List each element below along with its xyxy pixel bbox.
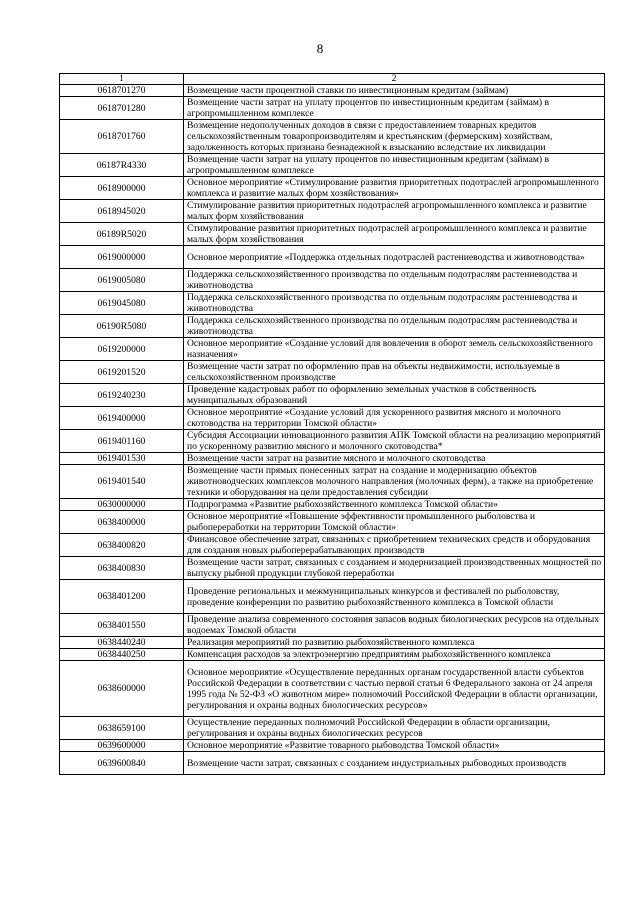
row-code: 0619000000 [60,246,184,269]
row-name: Возмещение части затрат на развитие мясного и молочного скотоводства [184,453,605,465]
row-name: Подпрограмма «Развитие рыбохозяйственного комплекса Томской области» [184,499,605,511]
table-row [60,384,605,407]
table-row [60,292,605,315]
row-code: 0619045080 [60,292,184,315]
row-name: Осуществление переданных полномочий Российской Федерации в области организации, регулирования и охраны водных биологических ресурсов [184,717,605,740]
row-name: Проведение анализа современного состояния запасов водных биологических ресурсов на отдельных водоемах Томской области [184,614,605,637]
row-name: Субсидия Ассоциации инновационного развития АПК Томской области на реализацию мероприятий по ускоренному развитию мясного и молочного скотоводства* [184,430,605,453]
row-name: Реализация мероприятий по развитию рыбохозяйственного комплекса [184,637,605,649]
row-name: Возмещение недополученных доходов в связи с предоставлением товарных кредитов сельскохозяйственным товаропроизводителям и крестьянским (фермерским) хозяйствам, задолженность которых признана безнадежной к взысканию вследствие их ликвидации [184,120,605,154]
table-row [60,534,605,557]
row-name: Возмещение части затрат по оформлению прав на объекты недвижимости, используемые в сельскохозяйственном производстве [184,361,605,384]
row-name: Стимулирование развития приоритетных подотраслей агропромышленного комплекса и развитие малых форм хозяйствования [184,200,605,223]
row-name: Поддержка сельскохозяйственного производства по отдельным подотраслям растениеводства и животноводства [184,292,605,315]
table-row [60,717,605,740]
row-code: 0619201520 [60,361,184,384]
column-header-code: 1 [60,74,184,85]
row-code: 0618900000 [60,177,184,200]
row-name: Основное мероприятие «Создание условий для вовлечения в оборот земель сельскохозяйственного назначения» [184,338,605,361]
table-row [60,499,605,511]
row-code: 0638401200 [60,580,184,614]
row-name: Проведение кадастровых работ по оформлению земельных участков в собственность муниципальных образований [184,384,605,407]
table-row [60,338,605,361]
table-row [60,752,605,775]
row-name: Возмещение части затрат на уплату процентов по инвестиционным кредитам (займам) в агропромышленном комплексе [184,154,605,177]
table-row [60,637,605,649]
row-code: 0619401160 [60,430,184,453]
row-code: 0618945020 [60,200,184,223]
row-code: 0639600840 [60,752,184,775]
row-code: 0638400830 [60,557,184,580]
row-code: 0638659100 [60,717,184,740]
row-code: 0638600000 [60,661,184,717]
row-name: Финансовое обеспечение затрат, связанных с приобретением технических средств и оборудования для создания новых рыбоперерабатывающих производств [184,534,605,557]
table-row [60,407,605,430]
table-row [60,120,605,154]
row-code: 0619401530 [60,453,184,465]
row-name: Основное мероприятие «Повышение эффективности промышленного рыболовства и рыбопереработки на территории Томской области» [184,511,605,534]
table-row [60,85,605,97]
row-code: 0619005080 [60,269,184,292]
table-row [60,177,605,200]
table-row [60,649,605,661]
table-body [60,74,605,775]
row-name: Возмещение части затрат, связанных с созданием и модернизацией производственных мощностей по выпуску рыбной продукции глубокой переработки [184,557,605,580]
row-code: 06189R5020 [60,223,184,246]
table-row [60,361,605,384]
table-row [60,430,605,453]
table-row [60,465,605,499]
row-name: Поддержка сельскохозяйственного производства по отдельным подотраслям растениеводства и животноводства [184,269,605,292]
row-code: 0618701280 [60,97,184,120]
row-name: Основное мероприятие «Осуществление переданных органам государственной власти субъектов Российской Федерации в соответствии с частью первой статьи 6 Федерального закона от 24 апреля 1995 года № 52-ФЗ «О животном мире» полномочий Российской Федерации в области организации, регулирования и охраны водных биологических ресурсов» [184,661,605,717]
row-code: 0638400000 [60,511,184,534]
row-name: Основное мероприятие «Поддержка отдельных подотраслей растениеводства и животноводства» [184,246,605,269]
row-name: Стимулирование развития приоритетных подотраслей агропромышленного комплекса и развитие малых форм хозяйствования [184,223,605,246]
table-header-row [60,74,605,85]
row-code: 0638401550 [60,614,184,637]
row-code: 0619401540 [60,465,184,499]
row-code: 0619240230 [60,384,184,407]
row-code: 0638440240 [60,637,184,649]
row-code: 0638400820 [60,534,184,557]
table-row [60,315,605,338]
row-code: 0618701270 [60,85,184,97]
table-row [60,661,605,717]
row-name: Основное мероприятие «Создание условий для ускоренного развития мясного и молочного скотоводства на территории Томской области» [184,407,605,430]
table-row [60,453,605,465]
table-row [60,154,605,177]
row-name: Возмещение части прямых понесенных затрат на создание и модернизацию объектов животноводческих комплексов молочного направления (молочных ферм), а также на приобретение техники и оборудования на цели предоставления субсидии [184,465,605,499]
table-row [60,246,605,269]
table-row [60,200,605,223]
row-name: Основное мероприятие «Стимулирование развития приоритетных подотраслей агропромышленного комплекса и развитие малых форм хозяйствования» [184,177,605,200]
table-row [60,223,605,246]
row-code: 06190R5080 [60,315,184,338]
row-code: 0638440250 [60,649,184,661]
table-row [60,511,605,534]
row-name: Возмещение части затрат на уплату процентов по инвестиционным кредитам (займам) в агропромышленном комплексе [184,97,605,120]
row-name: Проведение региональных и межмуниципальных конкурсов и фестивалей по рыболовству, проведение конференции по развитию рыбохозяйственного комплекса в Томской области [184,580,605,614]
row-code: 0619400000 [60,407,184,430]
table-row [60,740,605,752]
column-header-name: 2 [184,74,605,85]
row-code: 06187R4330 [60,154,184,177]
table-row [60,269,605,292]
row-name: Возмещение части процентной ставки по инвестиционным кредитам (займам) [184,85,605,97]
row-name: Поддержка сельскохозяйственного производства по отдельным подотраслям растениеводства и животноводства [184,315,605,338]
row-code: 0619200000 [60,338,184,361]
page-number: 8 [316,41,324,56]
row-code: 0630000000 [60,499,184,511]
table-row [60,557,605,580]
table-row [60,580,605,614]
row-name: Основное мероприятие «Развитие товарного рыбоводства Томской области» [184,740,605,752]
table-row [60,614,605,637]
budget-code-table [59,73,605,775]
row-name: Возмещение части затрат, связанных с созданием индустриальных рыбоводных производств [184,752,605,775]
row-name: Компенсация расходов за электроэнергию предприятиям рыбохозяйственного комплекса [184,649,605,661]
row-code: 0618701760 [60,120,184,154]
row-code: 0639600000 [60,740,184,752]
table-row [60,97,605,120]
